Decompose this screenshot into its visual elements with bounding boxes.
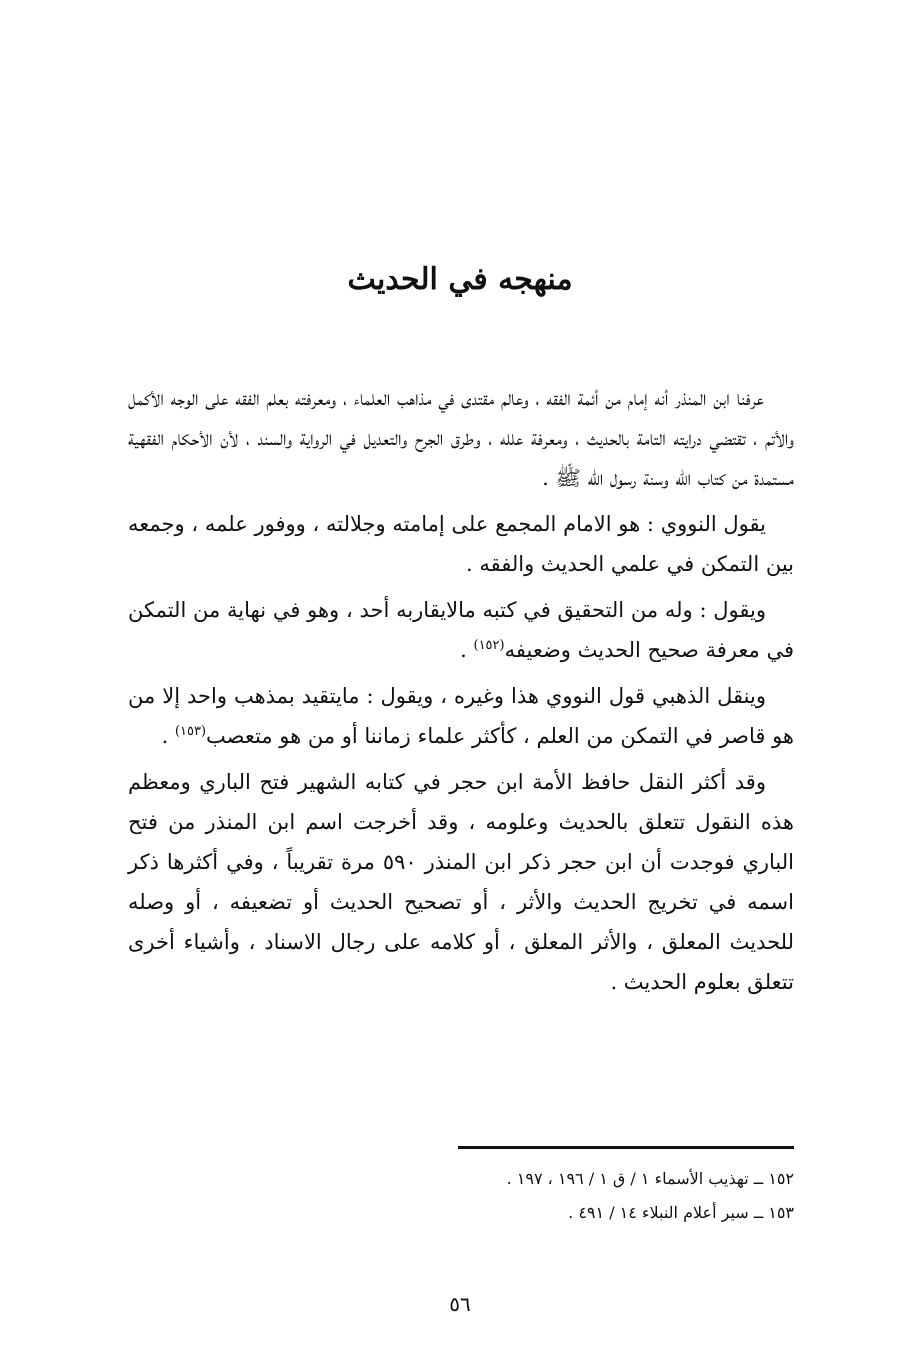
paragraph-text: وقد أكثر النقل حافظ الأمة ابن حجر في كتابه الشهير فتح الباري ومعظم هذه النقول تتعلق بالحديث وعلومه ، وقد أخرجت اسم ابن المنذر من فتح الباري فوجدت أن ابن حجر ذكر ابن المنذر ٥٩٠ مرة تقريباً ، وفي أكثرها ذكر اسمه في تخريج الحديث والأثر ، أو تصحيح الحديث أو تضعيفه ، أو وصله للحديث المعلق ، والأثر المعلق ، أو كلامه على رجال الاسناد ، وأشياء أخرى تتعلق بعلوم الحديث .: [128, 770, 794, 994]
paragraph-text: عرفنا ابن المنذر أنه إمام من أئمة الفقه ، وعالم مقتدى في مذاهب العلماء ، ومعرفته بعلم الفقه على الوجه الأكمل والأتم ، تقتضي درايته التامة بالحديث ، ومعرفة علله ، وطرق الجرح والتعديل في الرواية والسند ، لأن الأحكام الفقهية مستمدة من كتاب الله وسنة رسول الله ﷺ .: [128, 386, 794, 490]
page-number: ٥٦: [449, 1292, 471, 1316]
footnote-reference[interactable]: (١٥٣): [174, 724, 207, 739]
paragraph-4: وينقل الذهبي قول النووي هذا وغيره ، ويقول : مايتقيد بمذهب واحد إلا من هو قاصر في التمكن من العلم ، كأكثر علماء زماننا أو من هو متعصب$^{(١٥٣)}$ .: [128, 684, 794, 748]
footnotes: [400, 1162, 794, 1230]
paragraph-1: [128, 378, 794, 498]
footnote-152: ١٥٢ ــ تهذيب الأسماء ١ / ق ١ / ١٩٦ ، ١٩٧ .: [506, 1169, 794, 1188]
paragraph-text: وينقل الذهبي قول النووي هذا وغيره ، ويقول : مايتقيد بمذهب واحد إلا من هو قاصر في التمكن من العلم ، كأكثر علماء زماننا أو من هو متعصب: [128, 684, 794, 748]
footnote-reference[interactable]: (١٥٢): [473, 638, 505, 653]
main-text: [128, 378, 794, 1008]
page-title: منهجه في الحديث: [347, 262, 573, 297]
paragraph-5: [128, 762, 794, 1002]
footnote-divider: [458, 1146, 794, 1149]
footnote-153: ١٥٣ ــ سير أعلام النبلاء ١٤ / ٤٩١ .: [568, 1203, 794, 1222]
paragraph-text: يقول النووي : هو الامام المجمع على إمامته وجلالته ، ووفور علمه ، وجمعه بين التمكن في علمي الحديث والفقه .: [128, 512, 794, 576]
paragraph-3: ويقول : وله من التحقيق في كتبه مالايقاربه أحد ، وهو في نهاية من التمكن في معرفة صحيح الحديث وضعيفه$^{(١٥٢)}$ .: [128, 598, 794, 662]
paragraph-text: ويقول : وله من التحقيق في كتبه مالايقاربه أحد ، وهو في نهاية من التمكن في معرفة صحيح الحديث وضعيفه: [128, 598, 794, 662]
paragraph-2: [128, 504, 794, 584]
